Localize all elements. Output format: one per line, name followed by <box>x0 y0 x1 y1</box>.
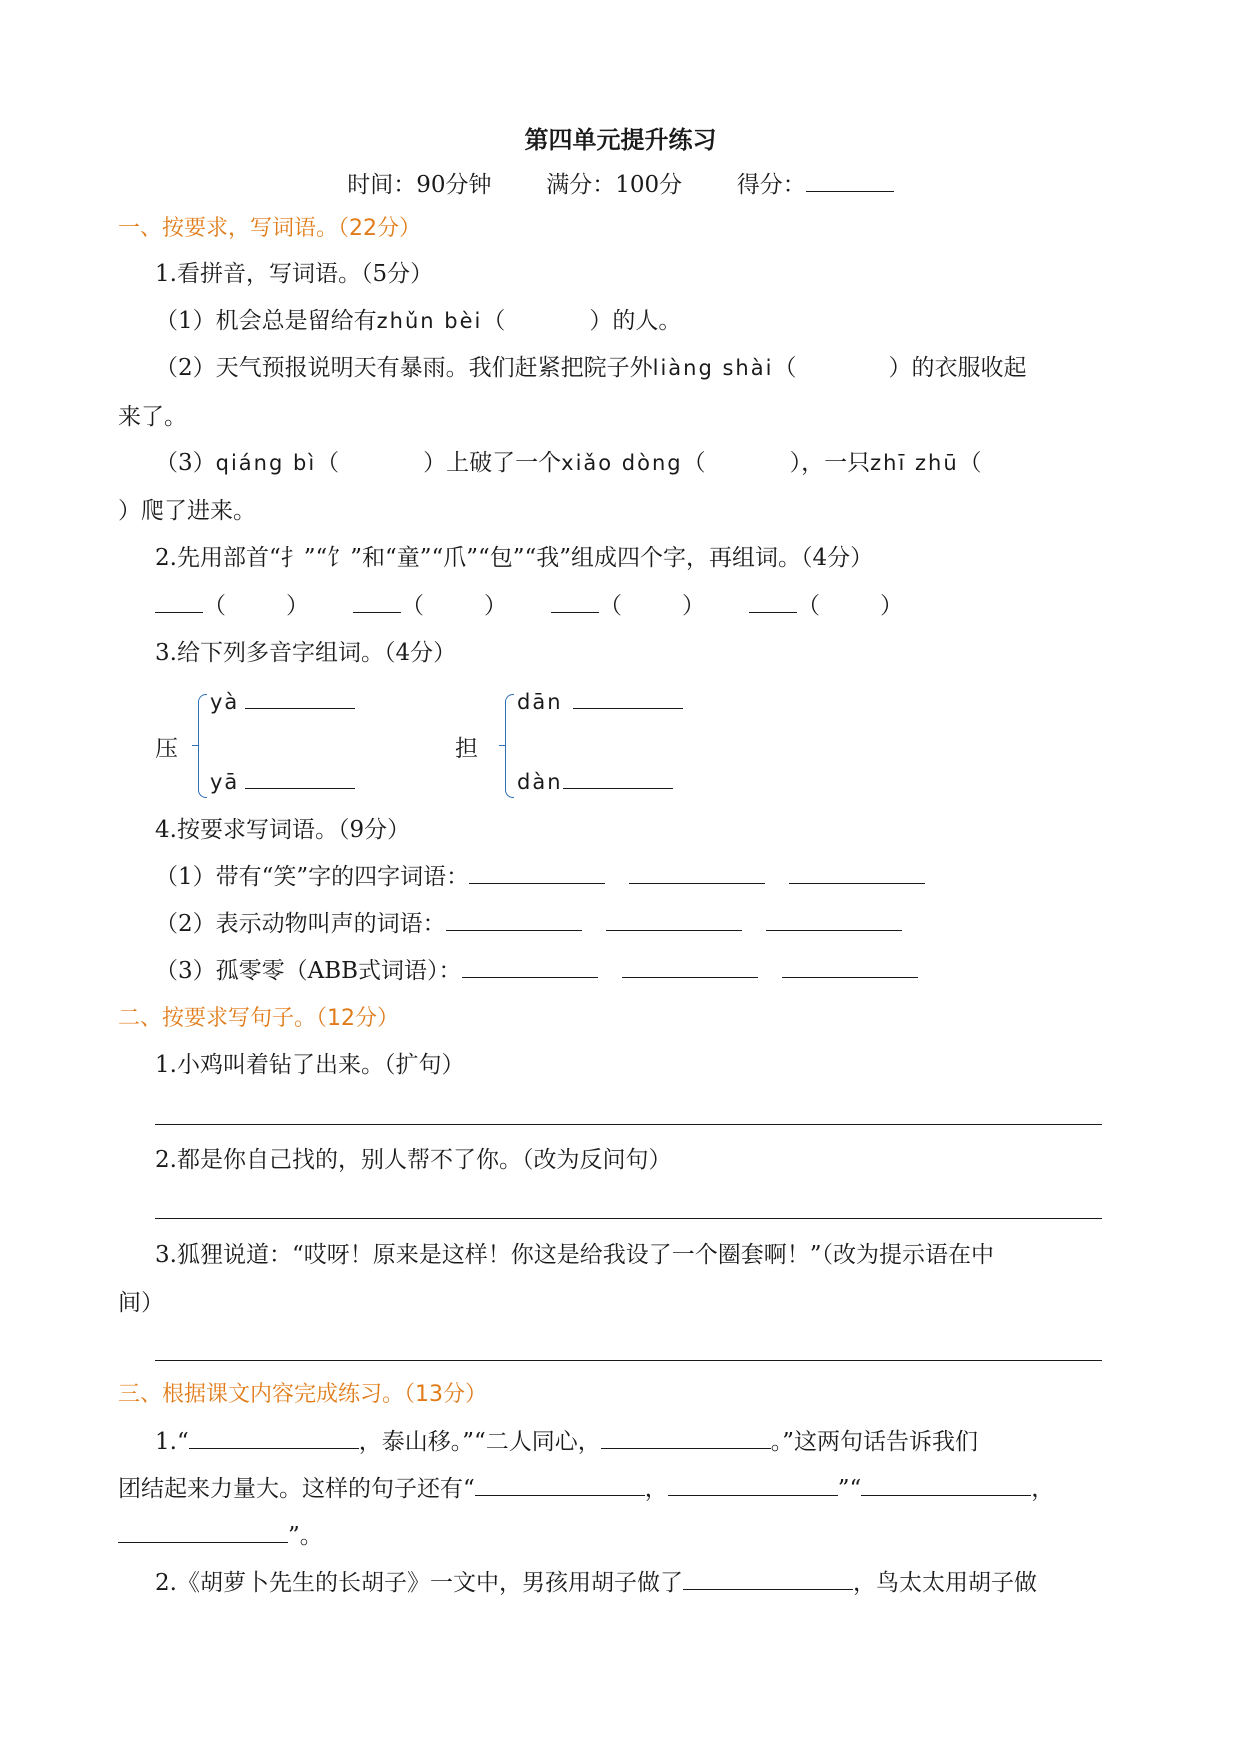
full-score: 满分：100分 <box>546 172 683 198</box>
word-paren[interactable]: （ ） <box>203 593 309 619</box>
score-label: 得分： <box>736 172 806 198</box>
section-1-title: 一、按要求，写词语。（22分） <box>118 216 421 241</box>
word-blank[interactable] <box>469 861 605 884</box>
reading-dan1-text: dān <box>517 690 563 714</box>
sentence-q1: 1.小鸡叫着钻了出来。（扩句） <box>155 1052 465 1078</box>
answer-paren[interactable]: （ ） <box>773 355 912 381</box>
section-3-title: 三、根据课文内容完成练习。（13分） <box>118 1382 487 1407</box>
word-blank[interactable] <box>766 908 902 931</box>
section-2-title: 二、按要求写句子。（12分） <box>118 1006 399 1031</box>
word-blank[interactable] <box>782 955 918 978</box>
reading-ya1 <box>210 766 355 797</box>
q1-item-2-text: （2）天气预报说明天有暴雨。我们赶紧把院子外 <box>155 355 653 381</box>
q3-title: 3.给下列多音字组词。（4分） <box>155 640 457 666</box>
answer-paren[interactable]: （ ） <box>482 308 613 334</box>
text-q1-c: 。”这两句话告诉我们 <box>770 1429 978 1455</box>
word-blank[interactable] <box>245 686 355 709</box>
reading-dan4-text: dàn <box>517 770 563 794</box>
char-blank[interactable] <box>749 590 797 613</box>
text-q1-line3-text: ”。 <box>288 1523 323 1549</box>
q1-title: 1.看拼音，写词语。（5分） <box>155 261 434 287</box>
q1-item-3-cont <box>118 496 256 526</box>
text-q1-line2b: ， <box>644 1476 668 1502</box>
fill-blank[interactable] <box>683 1567 853 1590</box>
time-limit: 时间：90分钟 <box>347 172 492 198</box>
q1-item-2-cont: 来了。 <box>118 404 187 430</box>
score-blank[interactable] <box>806 169 894 192</box>
q4-item-2 <box>155 908 902 939</box>
sentence-q3-cont: 间） <box>118 1290 164 1316</box>
fill-blank[interactable] <box>475 1473 645 1496</box>
pinyin-qiangbi: qiáng bì <box>215 451 317 475</box>
word-paren[interactable]: （ ） <box>797 593 903 619</box>
text-q1-line1 <box>155 1426 978 1457</box>
reading-dan4 <box>517 766 673 797</box>
word-blank[interactable] <box>446 908 582 931</box>
text-q1-b: ，泰山移。”“二人同心， <box>358 1429 601 1455</box>
q2-title: 2.先用部首“扌”“饣”和“童”“爪”“包”“我”组成四个字，再组词。（4分） <box>155 545 874 571</box>
char-blank[interactable] <box>353 590 401 613</box>
brace-left <box>198 694 207 798</box>
page-title: 第四单元提升练习 <box>524 125 717 154</box>
q4-title: 4.按要求写词语。（9分） <box>155 817 411 843</box>
brace-tick <box>192 745 199 746</box>
fill-blank[interactable] <box>668 1473 838 1496</box>
text-q1-line3 <box>118 1520 323 1551</box>
brace-left <box>505 694 514 798</box>
q1-item-3-mid1: 上破了一个 <box>446 450 562 476</box>
fill-blank[interactable] <box>601 1426 771 1449</box>
answer-paren-close[interactable]: ） <box>118 498 141 524</box>
pinyin-zhizhu: zhī zhū <box>870 451 959 475</box>
text-q2-a: 2.《胡萝卜先生的长胡子》一文中，男孩用胡子做了 <box>155 1570 683 1596</box>
q4-item-3-text: （3）孤零零（ABB式词语）： <box>155 958 462 984</box>
word-blank[interactable] <box>622 955 758 978</box>
q4-item-3 <box>155 955 918 986</box>
q4-item-1 <box>155 861 925 892</box>
polyphone-char-ya: 压 <box>155 736 178 762</box>
q1-item-1-post: 的人。 <box>612 308 682 334</box>
text-q2-b: ，鸟太太用胡子做 <box>852 1570 1037 1596</box>
text-q1-line2d: ， <box>1031 1476 1055 1502</box>
pinyin-liangshai: liàng shài <box>652 356 774 380</box>
text-q1-a: 1.“ <box>155 1429 189 1455</box>
text-q1-line2c: ”“ <box>837 1476 862 1502</box>
answer-line[interactable] <box>155 1218 1102 1219</box>
brace-tick <box>499 745 506 746</box>
pinyin-xiaodong: xiǎo dòng <box>561 451 683 475</box>
sentence-q2: 2.都是你自己找的，别人帮不了你。（改为反问句） <box>155 1147 672 1173</box>
fill-blank[interactable] <box>189 1426 359 1449</box>
q1-item-1-text: （1）机会总是留给有 <box>155 308 377 334</box>
word-blank[interactable] <box>462 955 598 978</box>
word-paren[interactable]: （ ） <box>401 593 507 619</box>
word-blank[interactable] <box>563 766 673 789</box>
pinyin-zhunbei: zhǔn bèi <box>376 309 483 333</box>
text-q2 <box>155 1567 1037 1598</box>
word-blank[interactable] <box>789 861 925 884</box>
answer-line[interactable] <box>155 1124 1102 1125</box>
polyphone-char-dan: 担 <box>455 736 478 762</box>
q1-item-1 <box>155 306 681 336</box>
q1-item-3-mid2: ，一只 <box>801 450 871 476</box>
reading-ya1-text: yā <box>210 770 240 794</box>
reading-ya4 <box>210 686 355 717</box>
word-blank[interactable] <box>573 686 683 709</box>
word-paren[interactable]: （ ） <box>599 593 705 619</box>
q1-item-3-num: （3） <box>155 450 216 476</box>
char-blank[interactable] <box>551 590 599 613</box>
answer-paren-open[interactable]: （ <box>958 450 982 476</box>
fill-blank[interactable] <box>118 1520 288 1543</box>
q1-item-3 <box>155 448 982 478</box>
answer-line[interactable] <box>155 1360 1102 1361</box>
answer-paren[interactable]: （ ） <box>682 450 802 476</box>
word-blank[interactable] <box>629 861 765 884</box>
q1-item-2 <box>155 353 1026 383</box>
q2-blanks <box>155 590 903 621</box>
fill-blank[interactable] <box>861 1473 1031 1496</box>
word-blank[interactable] <box>606 908 742 931</box>
q4-item-2-text: （2）表示动物叫声的词语： <box>155 911 446 937</box>
answer-paren[interactable]: （ ） <box>316 450 447 476</box>
reading-dan1 <box>517 686 683 717</box>
q1-item-3-cont-text: 爬了进来。 <box>141 498 256 524</box>
sentence-q3: 3.狐狸说道：“哎呀！原来是这样！你这是给我设了一个圈套啊！”（改为提示语在中 <box>155 1242 994 1268</box>
text-q1-line2 <box>118 1473 1054 1504</box>
q4-item-1-text: （1）带有“笑”字的四字词语： <box>155 864 470 890</box>
text-q1-line2a: 团结起来力量大。这样的句子还有“ <box>118 1476 475 1502</box>
q1-item-2-post: 的衣服收起 <box>911 355 1027 381</box>
reading-ya4-text: yà <box>210 690 240 714</box>
exam-meta <box>0 166 1241 199</box>
word-blank[interactable] <box>245 766 355 789</box>
char-blank[interactable] <box>155 590 203 613</box>
